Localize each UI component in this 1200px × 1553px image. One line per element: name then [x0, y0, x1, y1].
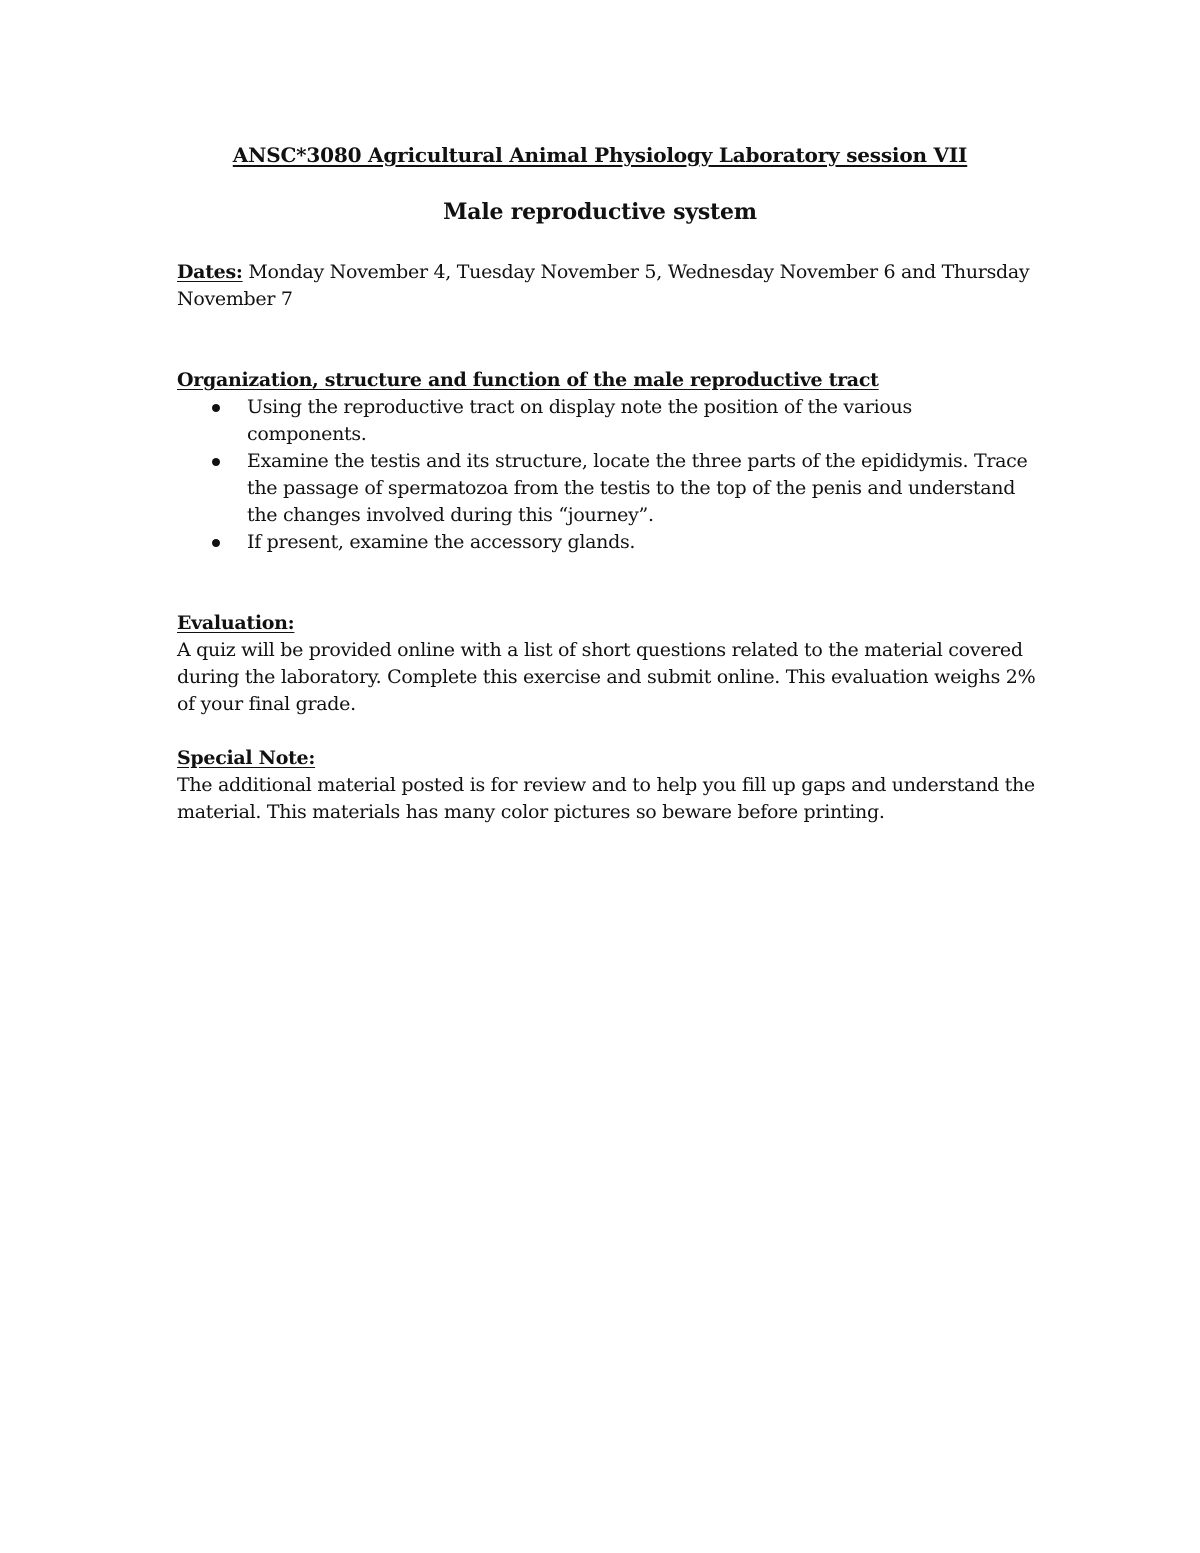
organization-bullet-list	[177, 394, 1037, 556]
dates-text: Monday November 4, Tuesday November 5, Wednesday November 6 and Thursday November 7	[177, 261, 1030, 310]
list-item-text: Using the reproductive tract on display note the position of the various components.	[247, 396, 912, 445]
list-item-text: If present, examine the accessory glands.	[247, 531, 636, 553]
special-note-text: The additional material posted is for review and to help you fill up gaps and understand the material. This materials has many color pictures so beware before printing.	[177, 774, 1035, 823]
document-body	[177, 259, 1037, 826]
list-item	[247, 448, 1037, 529]
special-note-section	[177, 745, 1037, 826]
list-item	[247, 529, 1037, 556]
evaluation-section	[177, 610, 1037, 718]
bullet-icon	[212, 458, 220, 466]
list-item	[247, 394, 1037, 448]
special-note-heading: Special Note:	[177, 747, 316, 769]
organization-heading: Organization, structure and function of the male reproductive tract	[177, 369, 879, 391]
evaluation-heading: Evaluation:	[177, 612, 295, 634]
list-item-text: Examine the testis and its structure, locate the three parts of the epididymis. Trace the passage of spermatozoa from the testis to the top of the penis and understand the changes involved during this “journey”.	[247, 450, 1028, 526]
evaluation-text: A quiz will be provided online with a list of short questions related to the material covered during the laboratory. Complete this exercise and submit online. This evaluation weighs 2% of your final grade.	[177, 639, 1036, 715]
dates-label: Dates:	[177, 261, 243, 283]
dates-paragraph	[177, 259, 1037, 313]
document-title: Male reproductive system	[443, 199, 757, 225]
organization-section	[177, 367, 1037, 556]
bullet-icon	[212, 404, 220, 412]
course-title: ANSC*3080 Agricultural Animal Physiology Laboratory session VII	[232, 143, 968, 167]
bullet-icon	[212, 539, 220, 547]
